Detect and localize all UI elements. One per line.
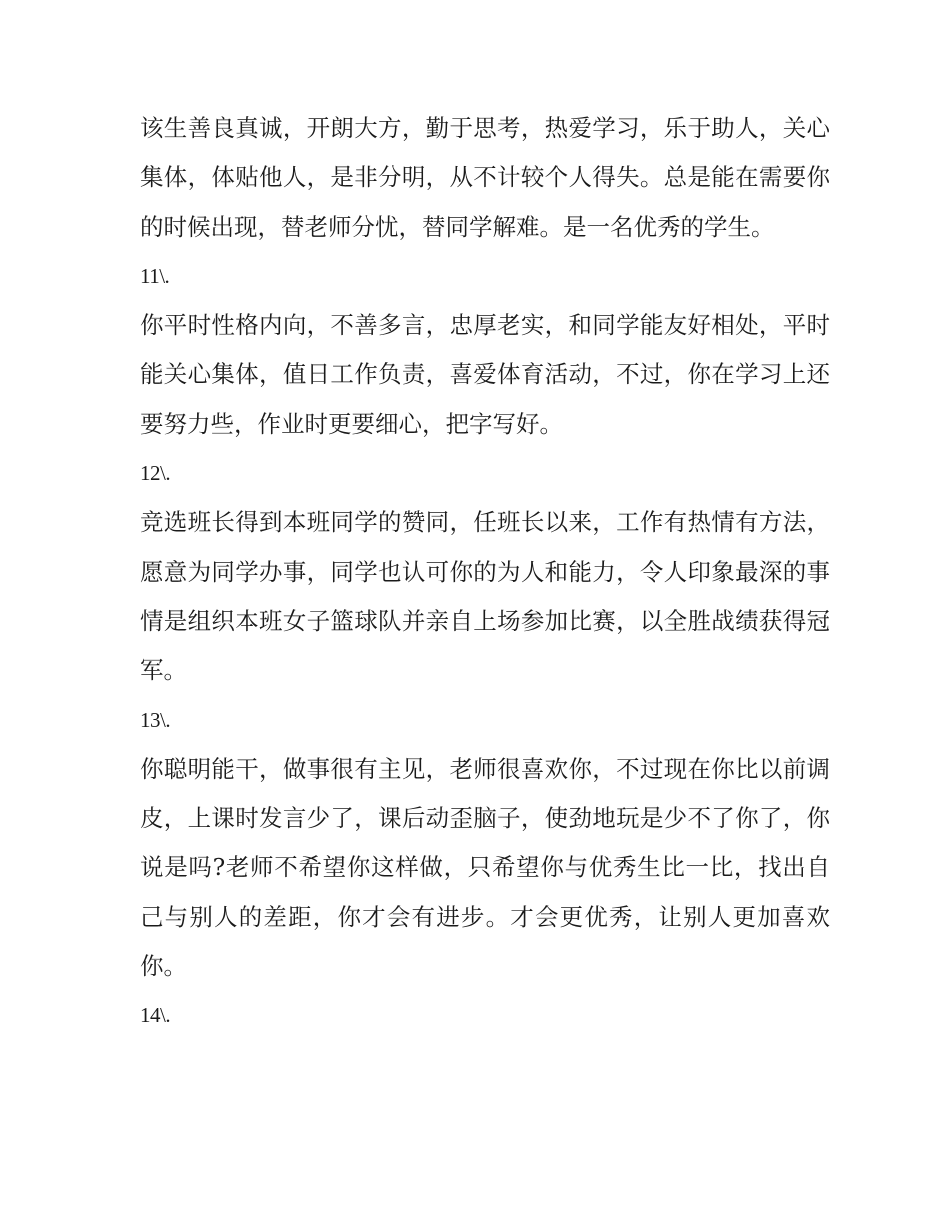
document-body <box>140 104 830 1041</box>
item-number-13: 13\. <box>140 707 171 732</box>
item-number-11: 11\. <box>140 263 170 288</box>
comment-paragraph-11: 你平时性格内向，不善多言，忠厚老实，和同学能友好相处，平时能关心集体，值日工作负责，喜爱体育活动，不过，你在学习上还要努力些，作业时更要细心，把字写好。 <box>140 311 830 438</box>
item-number-12: 12\. <box>140 461 171 486</box>
item-number-14: 14\. <box>140 1003 171 1028</box>
comment-paragraph-10: 该生善良真诚，开朗大方，勤于思考，热爱学习，乐于助人，关心集体，体贴他人，是非分明，从不计较个人得失。总是能在需要你的时候出现，替老师分忧，替同学解难。是一名优秀的学生。 <box>140 114 830 241</box>
comment-paragraph-13: 你聪明能干，做事很有主见，老师很喜欢你，不过现在你比以前调皮，上课时发言少了，课后动歪脑子，使劲地玩是少不了你了，你说是吗?老师不希望你这样做，只希望你与优秀生比一比，找出自己与别人的差距，你才会有进步。才会更优秀，让别人更加喜欢你。 <box>140 754 830 981</box>
comment-paragraph-12: 竞选班长得到本班同学的赞同，任班长以来，工作有热情有方法，愿意为同学办事，同学也认可你的为人和能力，令人印象最深的事情是组织本班女子篮球队并亲自上场参加比赛，以全胜战绩获得冠军。 <box>140 508 830 685</box>
